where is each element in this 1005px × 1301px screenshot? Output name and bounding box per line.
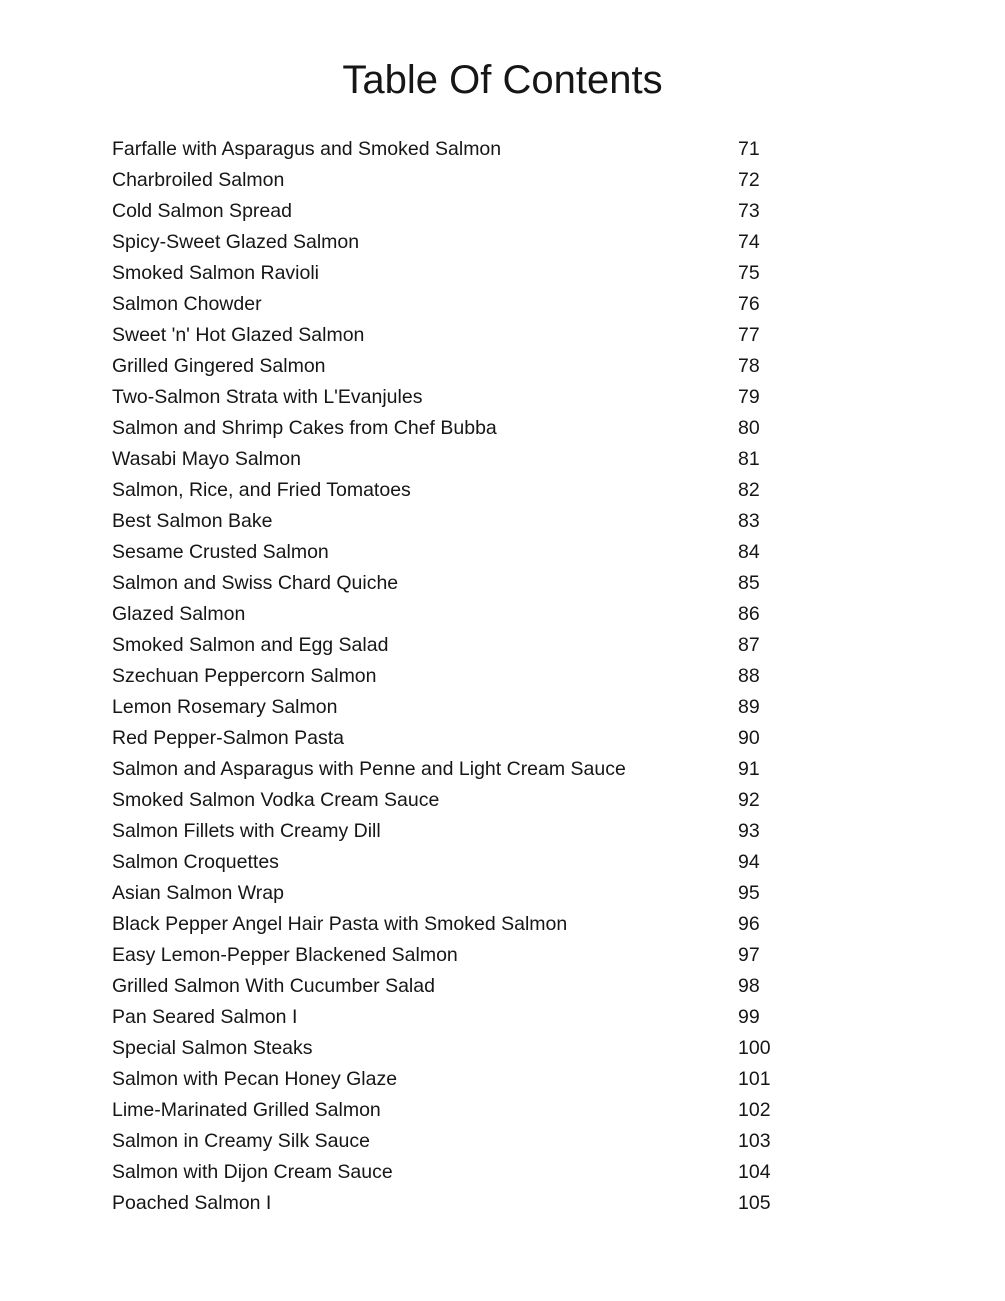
table-of-contents [112, 134, 912, 1219]
toc-row [112, 382, 912, 413]
toc-entry-page: 71 [738, 138, 760, 160]
toc-entry-page: 82 [738, 479, 760, 501]
toc-entry-title: Salmon with Pecan Honey Glaze [112, 1068, 398, 1090]
toc-entry-page: 101 [738, 1068, 771, 1090]
toc-entry-title: Smoked Salmon Vodka Cream Sauce [112, 789, 440, 811]
toc-entry-page: 98 [738, 975, 760, 997]
toc-entry-page: 92 [738, 789, 760, 811]
toc-entry-title: Smoked Salmon and Egg Salad [112, 634, 389, 656]
toc-row [112, 909, 912, 940]
toc-entry-title: Szechuan Peppercorn Salmon [112, 665, 377, 687]
toc-row [112, 630, 912, 661]
toc-entry-title: Glazed Salmon [112, 603, 246, 625]
toc-row [112, 692, 912, 723]
toc-entry-page: 100 [738, 1037, 771, 1059]
page-title: Table Of Contents [342, 58, 663, 102]
toc-entry-title: Two-Salmon Strata with L'Evanjules [112, 386, 423, 408]
toc-entry-title: Sesame Crusted Salmon [112, 541, 329, 563]
toc-entry-page: 77 [738, 324, 760, 346]
toc-entry-title: Salmon with Dijon Cream Sauce [112, 1161, 393, 1183]
toc-entry-page: 80 [738, 417, 760, 439]
toc-entry-title: Red Pepper-Salmon Pasta [112, 727, 344, 749]
toc-row [112, 723, 912, 754]
toc-row [112, 599, 912, 630]
toc-row [112, 940, 912, 971]
toc-entry-page: 103 [738, 1130, 771, 1152]
toc-entry-page: 79 [738, 386, 760, 408]
toc-entry-title: Lime-Marinated Grilled Salmon [112, 1099, 381, 1121]
toc-entry-title: Salmon Chowder [112, 293, 262, 315]
toc-entry-title: Farfalle with Asparagus and Smoked Salmon [112, 138, 502, 160]
toc-entry-page: 78 [738, 355, 760, 377]
toc-entry-page: 96 [738, 913, 760, 935]
toc-entry-page: 76 [738, 293, 760, 315]
toc-entry-title: Salmon and Asparagus with Penne and Light Cream Sauce [112, 758, 626, 780]
toc-entry-page: 86 [738, 603, 760, 625]
toc-entry-page: 81 [738, 448, 760, 470]
toc-row [112, 1095, 912, 1126]
toc-entry-title: Sweet 'n' Hot Glazed Salmon [112, 324, 365, 346]
toc-entry-title: Cold Salmon Spread [112, 200, 292, 222]
toc-row [112, 289, 912, 320]
toc-entry-page: 105 [738, 1192, 771, 1214]
toc-row [112, 444, 912, 475]
toc-entry-title: Pan Seared Salmon I [112, 1006, 298, 1028]
toc-entry-title: Wasabi Mayo Salmon [112, 448, 301, 470]
toc-entry-page: 94 [738, 851, 760, 873]
toc-entry-page: 102 [738, 1099, 771, 1121]
toc-row [112, 1157, 912, 1188]
toc-row [112, 1126, 912, 1157]
toc-entry-page: 88 [738, 665, 760, 687]
toc-entry-page: 97 [738, 944, 760, 966]
toc-row [112, 227, 912, 258]
toc-row [112, 878, 912, 909]
toc-row [112, 661, 912, 692]
toc-entry-title: Salmon Fillets with Creamy Dill [112, 820, 381, 842]
toc-entry-page: 75 [738, 262, 760, 284]
toc-entry-title: Salmon Croquettes [112, 851, 279, 873]
toc-entry-title: Poached Salmon I [112, 1192, 272, 1214]
toc-row [112, 258, 912, 289]
toc-row [112, 568, 912, 599]
toc-entry-title: Salmon and Shrimp Cakes from Chef Bubba [112, 417, 497, 439]
toc-entry-page: 84 [738, 541, 760, 563]
toc-entry-page: 99 [738, 1006, 760, 1028]
toc-entry-title: Salmon, Rice, and Fried Tomatoes [112, 479, 411, 501]
toc-row [112, 754, 912, 785]
toc-row [112, 134, 912, 165]
toc-row [112, 351, 912, 382]
toc-entry-page: 87 [738, 634, 760, 656]
toc-entry-page: 104 [738, 1161, 771, 1183]
toc-entry-page: 95 [738, 882, 760, 904]
toc-entry-page: 89 [738, 696, 760, 718]
toc-entry-title: Salmon in Creamy Silk Sauce [112, 1130, 370, 1152]
toc-entry-page: 85 [738, 572, 760, 594]
toc-entry-title: Smoked Salmon Ravioli [112, 262, 320, 284]
toc-entry-page: 90 [738, 727, 760, 749]
toc-row [112, 847, 912, 878]
toc-entry-page: 72 [738, 169, 760, 191]
toc-row [112, 816, 912, 847]
toc-entry-title: Asian Salmon Wrap [112, 882, 284, 904]
toc-entry-page: 93 [738, 820, 760, 842]
toc-row [112, 475, 912, 506]
toc-row [112, 1188, 912, 1219]
toc-row [112, 196, 912, 227]
toc-row [112, 1033, 912, 1064]
toc-row [112, 1002, 912, 1033]
toc-row [112, 1064, 912, 1095]
toc-entry-title: Grilled Gingered Salmon [112, 355, 326, 377]
toc-entry-title: Special Salmon Steaks [112, 1037, 313, 1059]
toc-row [112, 506, 912, 537]
toc-row [112, 165, 912, 196]
toc-entry-title: Salmon and Swiss Chard Quiche [112, 572, 399, 594]
toc-row [112, 537, 912, 568]
toc-entry-title: Grilled Salmon With Cucumber Salad [112, 975, 435, 997]
toc-entry-page: 91 [738, 758, 760, 780]
toc-entry-title: Best Salmon Bake [112, 510, 273, 532]
toc-row [112, 971, 912, 1002]
toc-entry-title: Charbroiled Salmon [112, 169, 285, 191]
toc-entry-page: 73 [738, 200, 760, 222]
toc-row [112, 320, 912, 351]
toc-entry-title: Easy Lemon-Pepper Blackened Salmon [112, 944, 458, 966]
toc-entry-title: Spicy-Sweet Glazed Salmon [112, 231, 360, 253]
toc-entry-page: 74 [738, 231, 760, 253]
toc-entry-page: 83 [738, 510, 760, 532]
toc-entry-title: Black Pepper Angel Hair Pasta with Smoked Salmon [112, 913, 568, 935]
toc-row [112, 785, 912, 816]
toc-row [112, 413, 912, 444]
toc-entry-title: Lemon Rosemary Salmon [112, 696, 338, 718]
